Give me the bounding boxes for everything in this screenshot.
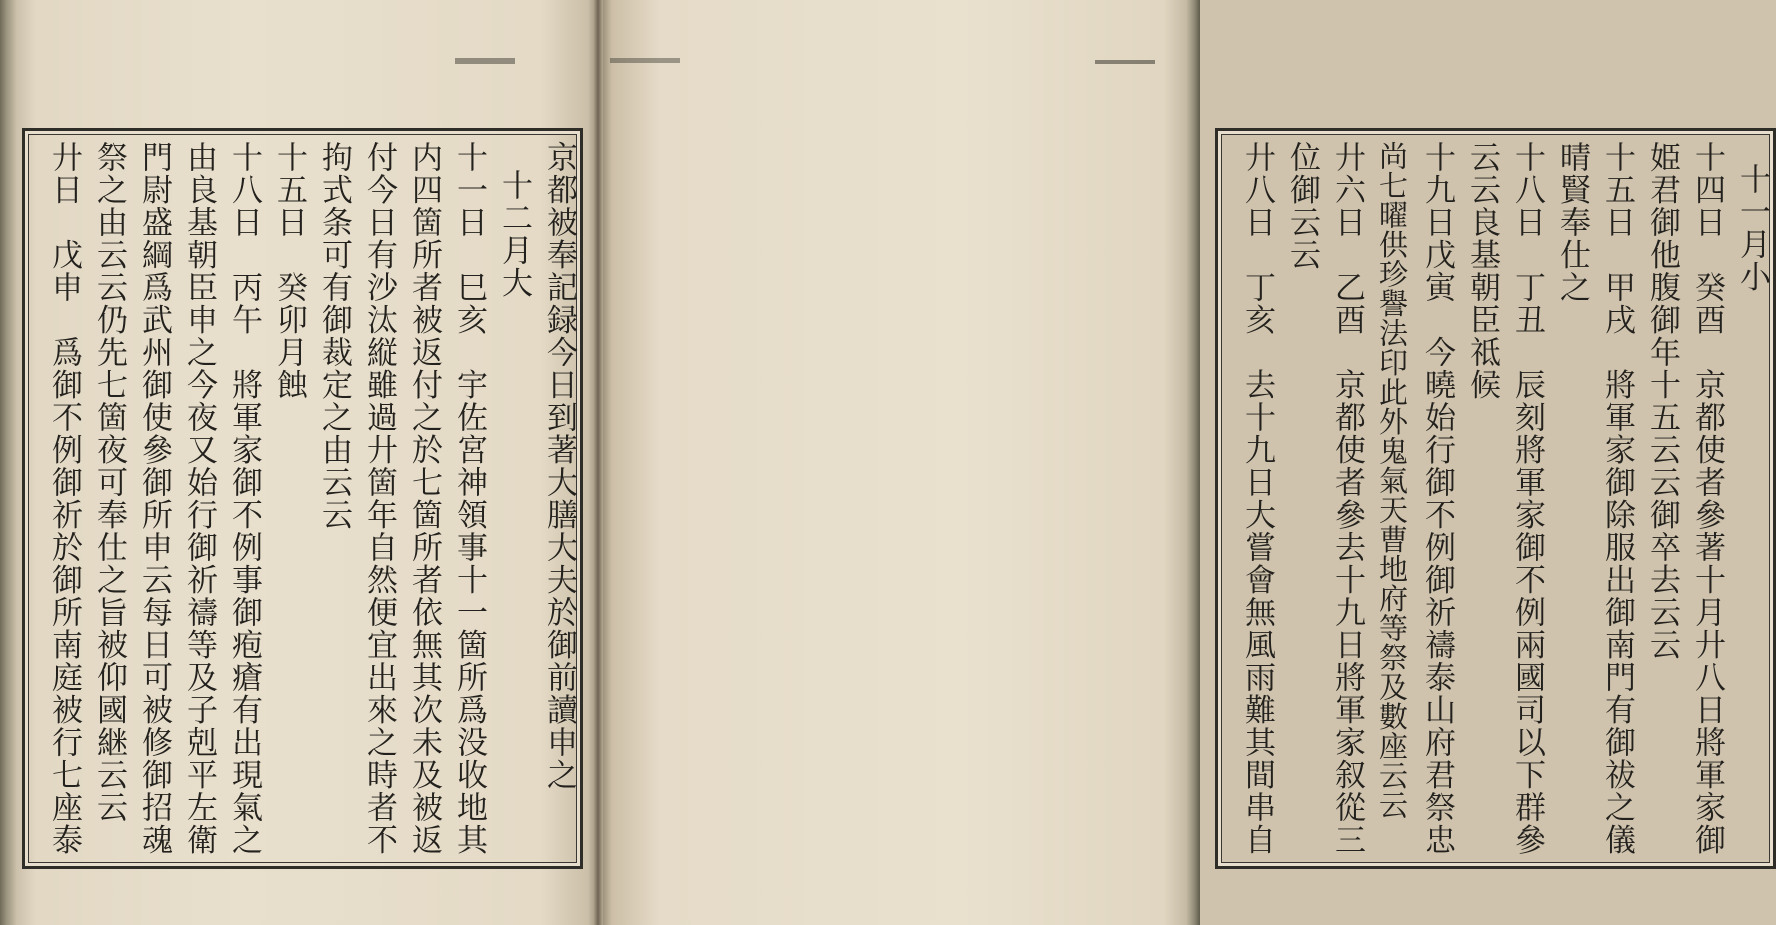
text-column: 門尉盛綱爲武州御使參御所申云每日可被修御招魂 bbox=[136, 141, 172, 856]
text-column: 十八日 丁丑 辰刻將軍家御不例兩國司以下群參 bbox=[1509, 141, 1545, 856]
right-page bbox=[600, 0, 1770, 925]
text-column: 拘式条可有御裁定之由云云 bbox=[316, 141, 352, 531]
ink-smudge bbox=[610, 58, 680, 63]
text-column: 十四日 癸酉 京都使者參著十月廾八日將軍家御 bbox=[1689, 141, 1725, 856]
month-heading: 十一月小 bbox=[1734, 163, 1770, 293]
left-page-frame bbox=[22, 128, 583, 869]
text-column: 付今日有沙汰縦雖過廾箇年自然便宜出來之時者不 bbox=[361, 141, 397, 856]
left-page bbox=[0, 0, 595, 925]
text-column: 尚七曜供珍譽法印此外鬼氣天曹地府等祭及數座云云 bbox=[1375, 141, 1409, 820]
text-column: 十九日戊寅 今曉始行御不例御祈禱泰山府君祭忠 bbox=[1419, 141, 1455, 856]
text-column: 祭之由云云仍先七箇夜可奉仕之旨被仰國継云云 bbox=[91, 141, 127, 824]
text-column: 位御云云 bbox=[1284, 141, 1320, 271]
text-column: 廾日 戊申 爲御不例御祈於御所南庭被行七座泰 bbox=[46, 141, 82, 856]
month-heading: 十二月大 bbox=[496, 169, 532, 299]
text-column: 廾八日 丁亥 去十九日大嘗會無風雨難其間串自 bbox=[1239, 141, 1275, 856]
text-column: 姫君御他腹御年十五云云御卒去云云 bbox=[1644, 141, 1680, 661]
text-column: 十五日 甲戌 將軍家御除服出御南門有御祓之儀 bbox=[1599, 141, 1635, 856]
text-column: 京都被奉記録今日到著大膳大夫於御前讀申之 bbox=[541, 141, 577, 791]
text-column: 十一日 巳亥 宇佐宮神領事十一箇所爲没收地其 bbox=[451, 141, 487, 856]
text-column: 十八日 丙午 將軍家御不例事御疱瘡有出現氣之 bbox=[226, 141, 262, 856]
text-column: 晴賢奉仕之 bbox=[1554, 141, 1590, 304]
text-column: 内四箇所者被返付之於七箇所者依無其次未及被返 bbox=[406, 141, 442, 856]
text-column: 十五日 癸卯月蝕 bbox=[271, 141, 307, 401]
text-column: 云云良基朝臣祗候 bbox=[1464, 141, 1500, 401]
ink-smudge bbox=[1095, 60, 1155, 64]
text-column: 廾六日 乙酉 京都使者參去十九日將軍家叙從三 bbox=[1329, 141, 1365, 856]
text-column: 由良基朝臣申之今夜又始行御祈禱等及子剋平左衛 bbox=[181, 141, 217, 856]
ink-smudge bbox=[455, 58, 515, 64]
right-page-frame bbox=[1215, 128, 1776, 869]
